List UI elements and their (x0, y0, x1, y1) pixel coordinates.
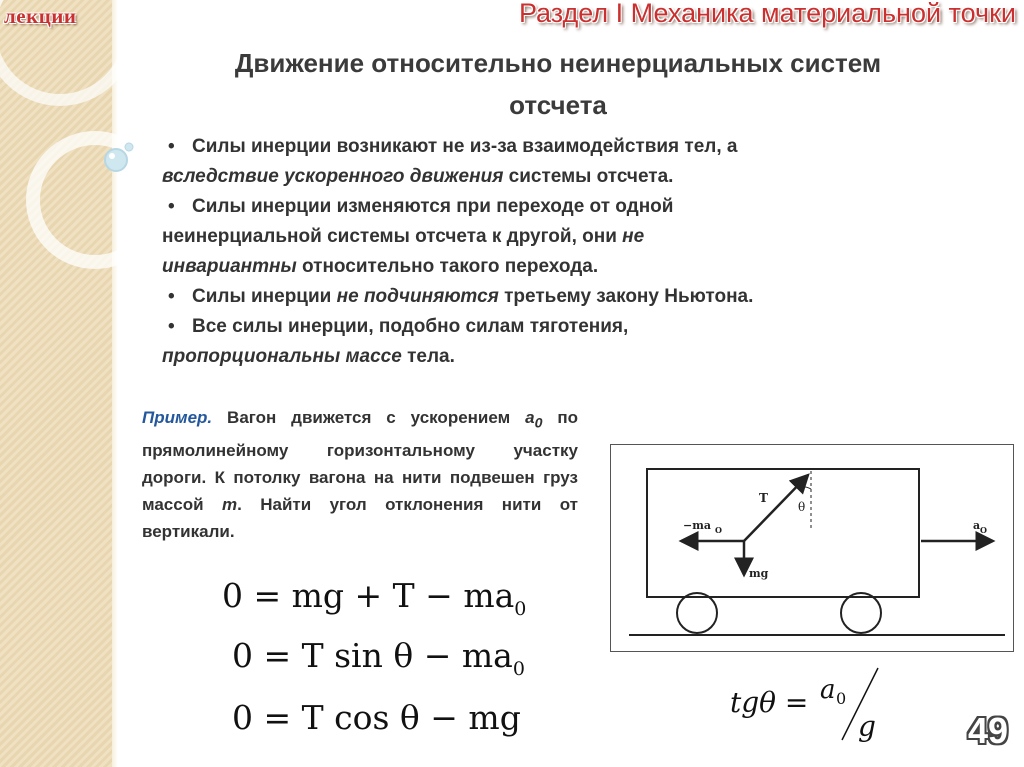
tg-numerator: a (820, 675, 836, 705)
bullet-emphasis: пропорциональны массе (162, 346, 402, 367)
label-acceleration: a (973, 519, 981, 532)
page-number: 49 (968, 710, 1009, 751)
bullet-item: • Силы инерции не подчиняются третьему закону Ньютона. (168, 286, 754, 307)
bullet-emphasis: не (622, 226, 645, 247)
equation-1 (222, 576, 526, 620)
bubble-icon (105, 149, 127, 171)
bullet-item: • Силы инерции возникают не из-за взаимодействия тел, а вследствие ускоренного движения системы отсчета. (162, 136, 738, 187)
title-line-1: Движение относительно неинерциальных систем (234, 48, 882, 78)
bullet-text: Все силы инерции, подобно силам тяготения, (192, 316, 629, 337)
bullet-emphasis: вследствие ускоренного движения (162, 166, 504, 187)
equation-text: 0 = T sin θ − ma (232, 636, 513, 675)
equation-text: 0 = T cos θ − mg (232, 698, 521, 737)
label-acceleration-sub: O (980, 525, 987, 535)
angle-arc (796, 487, 811, 489)
equation-text: 0 = mg + T − ma (222, 576, 515, 615)
wagon-body (647, 469, 919, 597)
lecture-tag: лекции (4, 4, 77, 28)
bullet-text: Силы инерции изменяются при переходе от одной (192, 196, 674, 217)
tg-denominator: g (858, 710, 876, 743)
bullet-text: Силы инерции возникают не из-за взаимодействия тел, а (192, 136, 738, 157)
example-text (142, 404, 578, 545)
equation-3 (232, 698, 521, 737)
section-title: Раздел I Механика материальной точки (518, 0, 1016, 28)
bullet-emphasis: не подчиняются (336, 286, 499, 307)
bullet-emphasis: инвариантны (162, 256, 297, 277)
bullet-text: неинерциальной системы отсчета к другой, они (162, 226, 623, 247)
bullet-text: тела. (401, 346, 455, 367)
title-line-2: отсчета (509, 90, 607, 120)
example-var-m: m (221, 495, 238, 515)
label-inertia-force: −ma (683, 519, 711, 532)
tg-lhs: tgθ = (730, 686, 809, 719)
page-title (118, 42, 998, 126)
tangent-formula (726, 660, 896, 745)
wheel-right (841, 593, 881, 633)
tg-numerator-sub: 0 (836, 689, 847, 708)
label-theta: θ (798, 500, 806, 514)
example-part: по прямолинейному горизонтальному участку дороги. К потолку вагона на нити подвешен груз массой (142, 408, 578, 515)
wheel-left (677, 593, 717, 633)
bullet-item: • Все силы инерции, подобно силам тяготения, пропорциональны массе тела. (162, 316, 629, 367)
equation-2 (232, 636, 525, 680)
example-part: Вагон движется с ускорением (212, 408, 526, 427)
label-inertia-force-sub: O (715, 525, 722, 535)
bullet-text: третьему закону Ньютона. (498, 286, 754, 307)
example-part: . Найти угол отклонения нити от вертикали. (142, 495, 578, 542)
wagon-figure (610, 444, 1014, 652)
bullet-text: Силы инерции (192, 286, 337, 307)
label-gravity: mg (749, 567, 769, 580)
label-tension: T (759, 491, 768, 505)
bullet-text: системы отсчета. (503, 166, 674, 187)
example-var-a: a (525, 408, 535, 427)
bullet-item: • Силы инерции изменяются при переходе от одной неинерциальной системы отсчета к другой, они не инвариантны относительно такого перехода. (162, 196, 674, 277)
example-label: Пример. (142, 408, 213, 427)
equation-sub: 0 (512, 658, 525, 680)
bullet-text: относительно такого перехода. (296, 256, 599, 277)
example-var-a-sub: 0 (534, 415, 543, 432)
equation-sub: 0 (514, 598, 527, 620)
wagon-diagram (611, 445, 1013, 651)
bullet-list (162, 132, 982, 372)
